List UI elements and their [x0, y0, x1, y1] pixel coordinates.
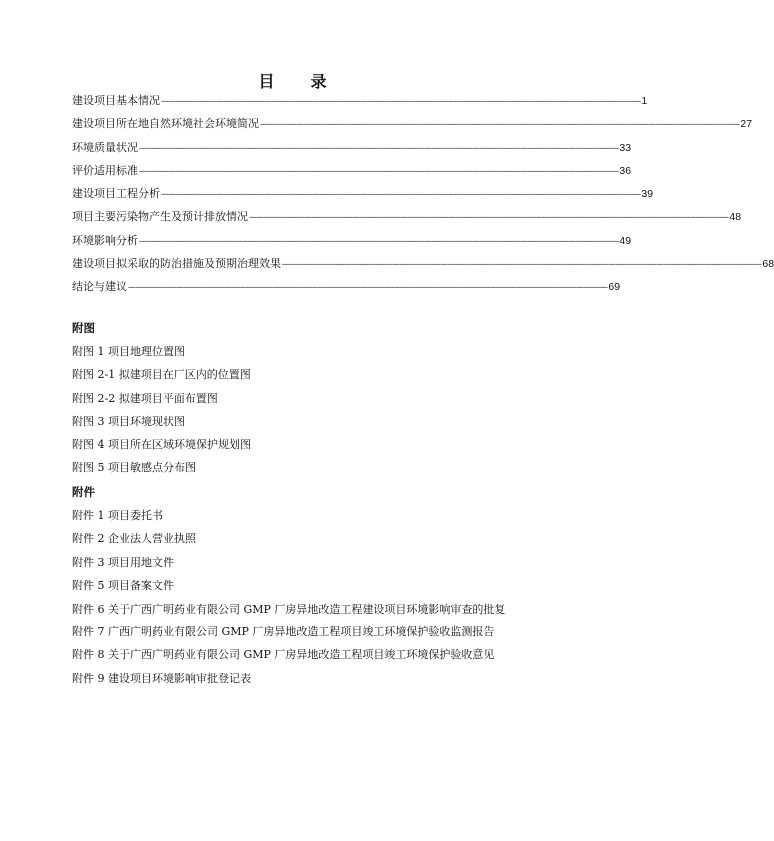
toc-entry [72, 277, 621, 300]
toc-entry-label: 建设项目拟采取的防治措施及预期治理效果 [72, 257, 281, 271]
toc-entry-label: 建设项目所在地自然环境社会环境简况 [72, 117, 259, 131]
toc-entry-page: 27 [740, 118, 753, 131]
toc-leader: -------------------------------------------------------------------------------------------------------------------------------------------------------------------------------------------------------- [161, 189, 641, 200]
toc-entry [72, 184, 654, 207]
toc-entry [72, 254, 774, 277]
attachment-item: 附件 9 建设项目环境影响审批登记表 [72, 671, 251, 685]
toc-entry [72, 114, 753, 137]
figure-item: 附图 2-1 拟建项目在厂区内的位置图 [72, 368, 251, 382]
figures-heading: 附图 [72, 321, 95, 335]
toc-leader: -------------------------------------------------------------------------------------------------------------------------------------------------------------------------------------------------------- [282, 259, 762, 270]
attachment-item: 附件 2 企业法人营业执照 [72, 532, 196, 546]
toc-entry [72, 207, 742, 230]
attachment-item: 附件 5 项目备案文件 [72, 578, 174, 592]
attachment-item: 附件 3 项目用地文件 [72, 555, 174, 569]
toc-entry-page: 49 [619, 234, 632, 247]
toc-entry-label: 评价适用标准 [72, 163, 138, 177]
attachment-item: 附件 1 项目委托书 [72, 509, 163, 522]
figure-item: 附图 4 项目所在区域环境保护规划图 [72, 438, 251, 452]
figure-item: 附图 5 项目敏感点分布图 [72, 461, 196, 475]
toc-leader: -------------------------------------------------------------------------------------------------------------------------------------------------------------------------------------------------------- [128, 282, 608, 293]
toc-leader: -------------------------------------------------------------------------------------------------------------------------------------------------------------------------------------------------------- [139, 142, 619, 153]
toc-entry-label: 建设项目基本情况 [72, 94, 160, 107]
toc-leader: -------------------------------------------------------------------------------------------------------------------------------------------------------------------------------------------------------- [161, 96, 641, 106]
toc-entry-page: 33 [619, 141, 632, 154]
toc-leader: -------------------------------------------------------------------------------------------------------------------------------------------------------------------------------------------------------- [249, 212, 729, 223]
toc-entry-label: 项目主要污染物产生及预计排放情况 [72, 210, 248, 224]
attachment-item: 附件 6 关于广西广明药业有限公司 GMP 厂房异地改造工程建设项目环境影响审查的批复 [72, 602, 506, 616]
figures-list [72, 344, 527, 484]
toc-entry-page: 68 [762, 258, 774, 271]
toc-entry-label: 结论与建议 [72, 280, 127, 294]
toc-entry-page: 48 [729, 211, 742, 224]
toc-entry-page: 39 [641, 188, 654, 201]
toc-entry [72, 231, 632, 254]
toc-entry-page: 69 [608, 281, 621, 294]
toc-entry [72, 138, 632, 161]
attachment-item: 附件 7 广西广明药业有限公司 GMP 厂房异地改造工程项目竣工环境保护验收监测报告 [72, 624, 495, 638]
figure-item: 附图 3 项目环境现状图 [72, 414, 185, 428]
figure-item: 附图 1 项目地理位置图 [72, 345, 185, 358]
toc-entry [72, 91, 648, 114]
attachment-item: 附件 8 关于广西广明药业有限公司 GMP 厂房异地改造工程项目竣工环境保护验收意见 [72, 648, 495, 662]
attachments-list [72, 508, 527, 694]
attachments-heading: 附件 [72, 485, 95, 499]
page-title: 目 录 [258, 72, 337, 91]
figure-item: 附图 2-2 拟建项目平面布置图 [72, 391, 218, 405]
toc-entry-label: 建设项目工程分析 [72, 187, 160, 201]
table-of-contents [72, 91, 774, 301]
toc-entry-label: 环境质量状况 [72, 140, 138, 154]
toc-leader: -------------------------------------------------------------------------------------------------------------------------------------------------------------------------------------------------------- [139, 235, 619, 246]
toc-entry-label: 环境影响分析 [72, 233, 138, 247]
toc-entry-page: 1 [641, 95, 648, 107]
toc-entry-page: 36 [619, 164, 632, 177]
toc-entry [72, 161, 632, 184]
toc-leader: -------------------------------------------------------------------------------------------------------------------------------------------------------------------------------------------------------- [260, 119, 740, 130]
toc-leader: -------------------------------------------------------------------------------------------------------------------------------------------------------------------------------------------------------- [139, 165, 619, 176]
